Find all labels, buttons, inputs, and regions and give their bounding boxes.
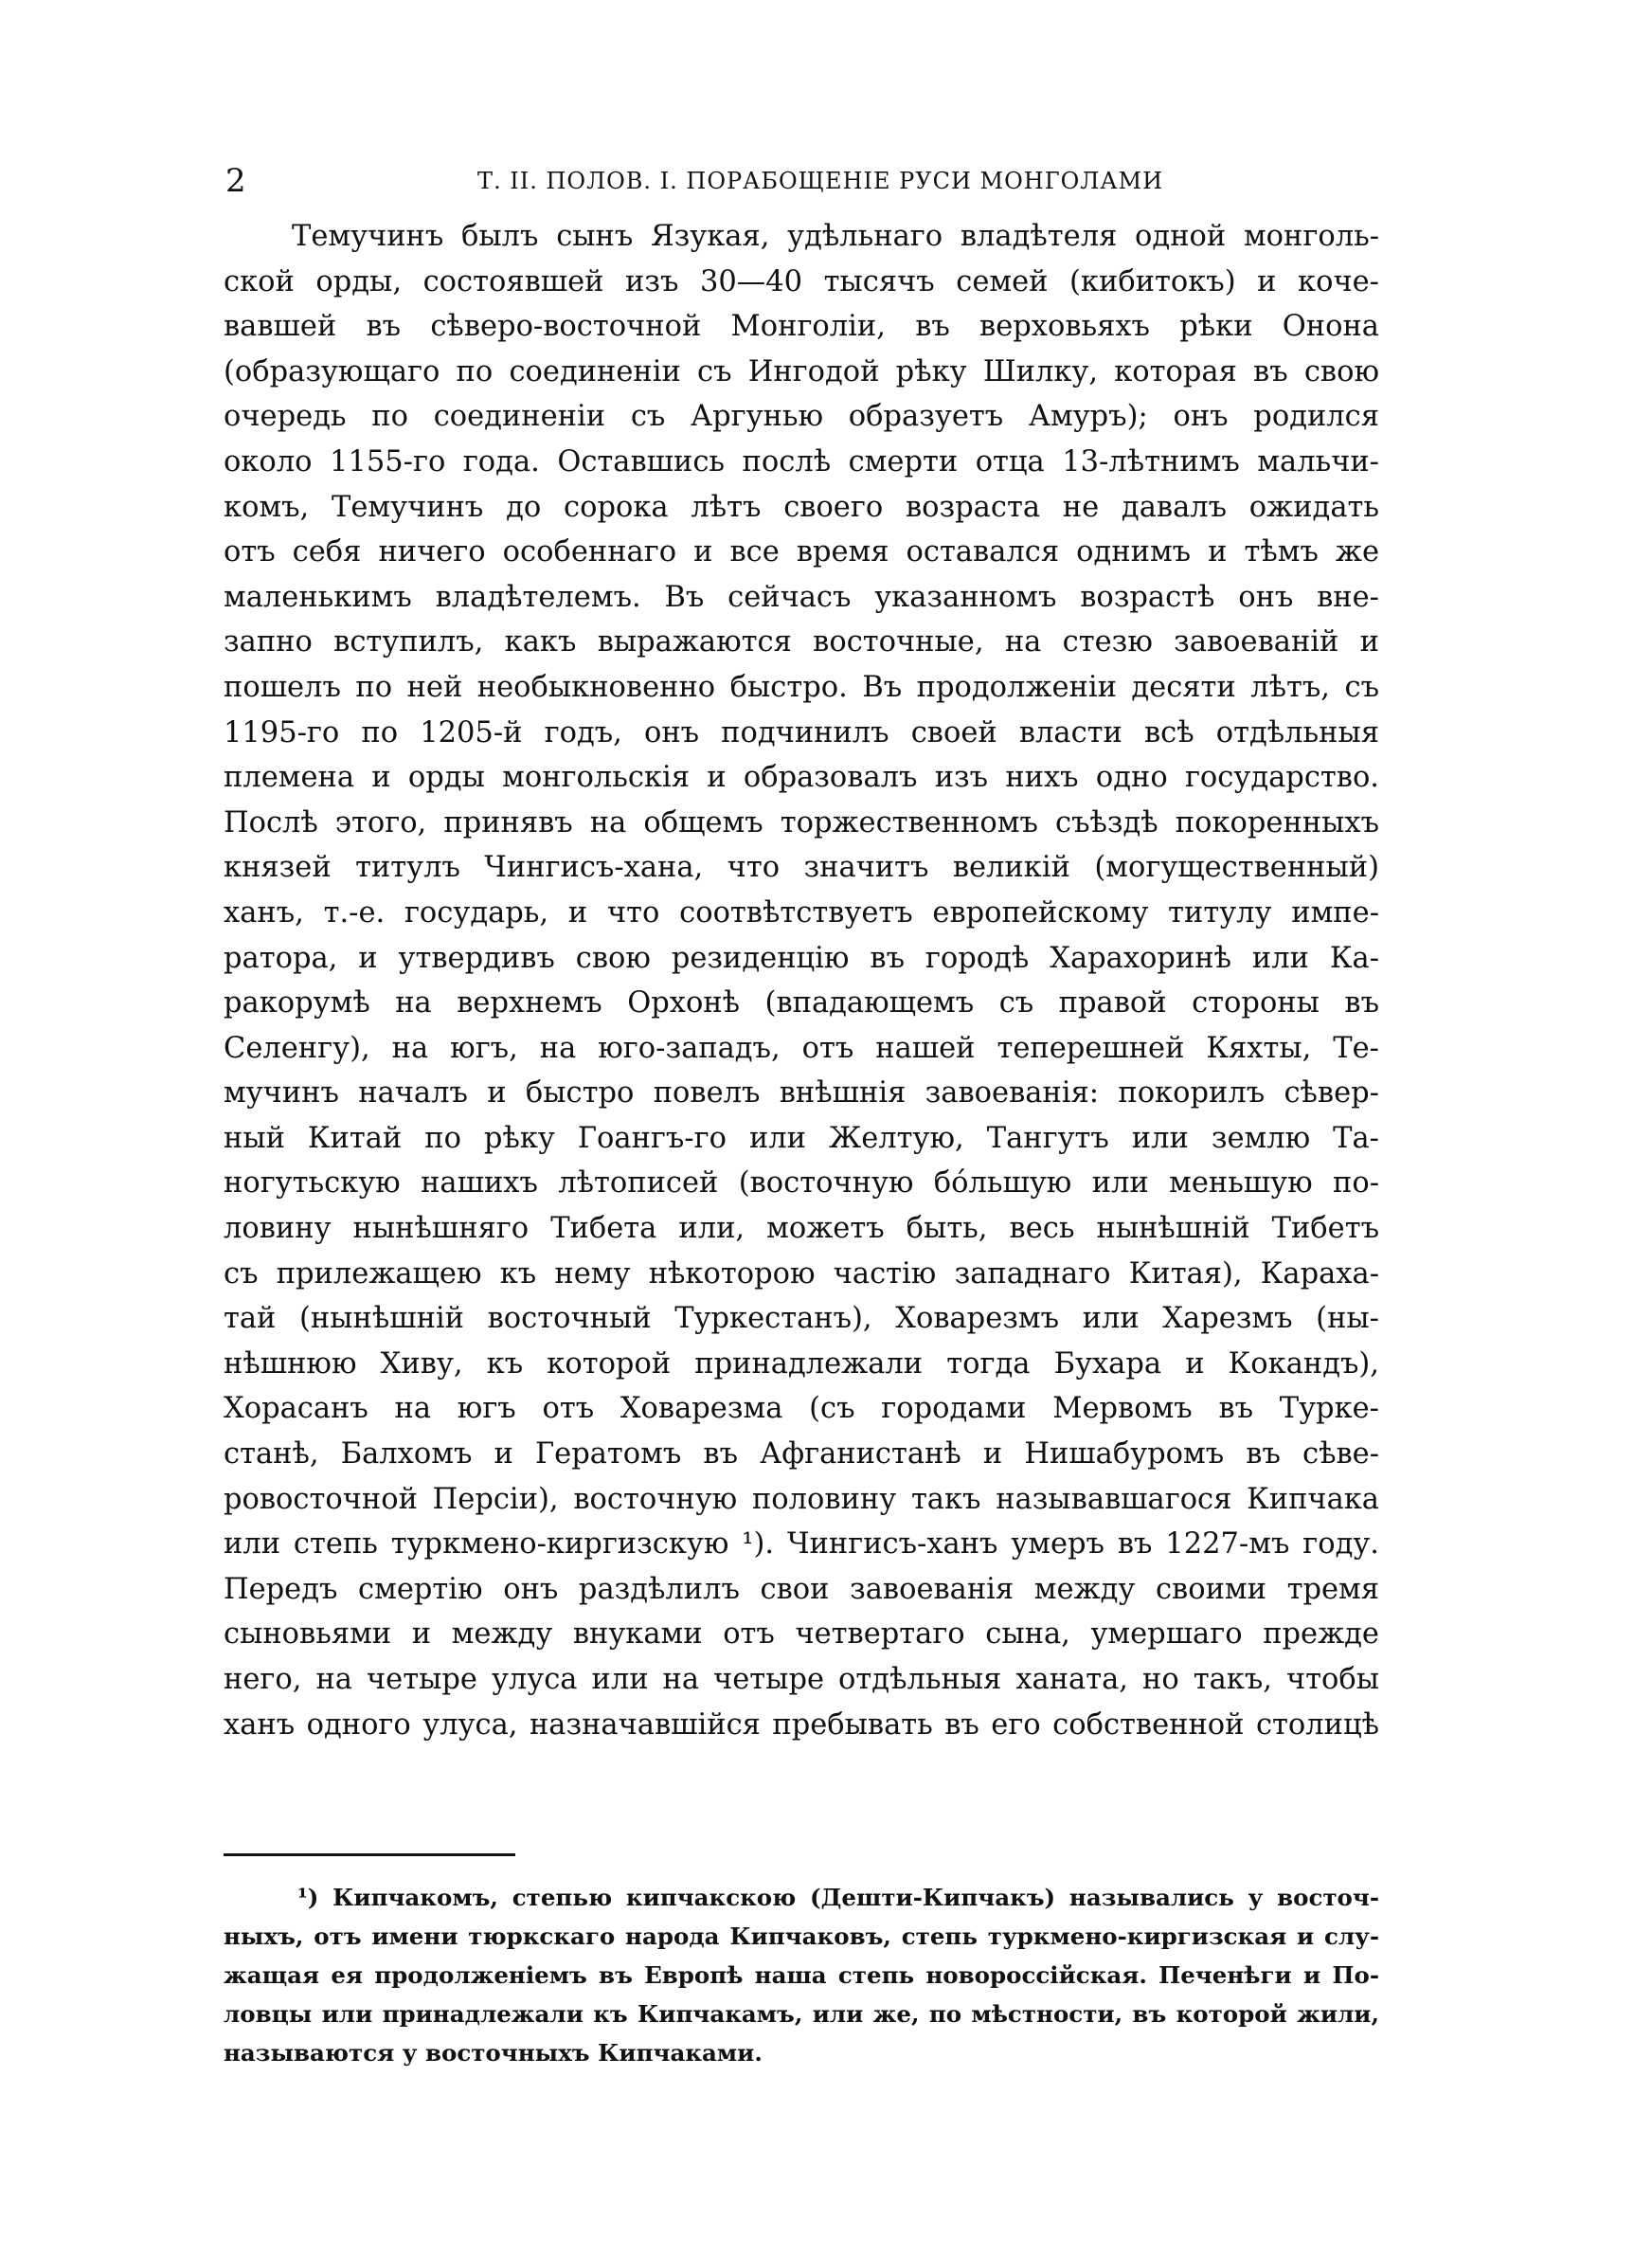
- text-line: ракорумѣ на верхнемъ Орхонѣ (впадающемъ съ правой стороны въ: [224, 986, 1379, 1020]
- text-line: или степь туркмено-киргизскую ¹). Чингисъ-ханъ умеръ въ 1227-мъ году.: [224, 1527, 1379, 1562]
- text-line: съ прилежащею къ нему нѣкоторою частію западнаго Китая), Караха-: [224, 1256, 1379, 1291]
- text-line: около 1155-го года. Оставшись послѣ смерти отца 13-лѣтнимъ мальчи-: [224, 444, 1379, 478]
- text-line: очередь по соединеніи съ Аргунью образуетъ Амуръ); онъ родился: [224, 400, 1379, 434]
- text-line: маленькимъ владѣтелемъ. Въ сейчасъ указанномъ возрастѣ онъ вне-: [224, 580, 1379, 614]
- footnote-line: ныхъ, отъ имени тюркскаго народа Кипчаковъ, степь туркмено-киргизская и слу-: [224, 1923, 1379, 1950]
- text-line: комъ, Темучинъ до сорока лѣтъ своего возраста не давалъ ожидать: [224, 490, 1379, 524]
- footnote: [224, 1878, 1379, 2072]
- text-line: ный Китай по рѣку Гоангъ-го или Желтую, Тангутъ или землю Та-: [224, 1121, 1379, 1155]
- text-line: пошелъ по ней необыкновенно быстро. Въ продолженіи десяти лѣтъ, съ: [224, 670, 1379, 704]
- footnote-line: ¹) Кипчакомъ, степью кипчакскою (Дешти-Кипчакъ) назывались у восточ-: [297, 1884, 1379, 1911]
- page-header: [225, 157, 1377, 205]
- text-line: вавшей въ сѣверо-восточной Монголіи, въ верховьяхъ рѣки Онона: [224, 310, 1379, 344]
- text-line: (образующаго по соединеніи съ Ингодой рѣку Шилку, которая въ свою: [224, 354, 1379, 388]
- page-number: 2: [225, 162, 246, 200]
- text-line: князей титулъ Чингисъ-хана, что значитъ великій (могущественный): [224, 851, 1379, 885]
- text-line: отъ себя ничего особеннаго и все время оставался однимъ и тѣмъ же: [224, 535, 1379, 569]
- footnote-divider: [224, 1853, 515, 1856]
- footnote-line: жащая ея продолженіемъ въ Европѣ наша степь новороссійская. Печенѣги и По-: [224, 1961, 1379, 1989]
- text-line: ногутьскую нашихъ лѣтописей (восточную бо́льшую или меньшую по-: [224, 1166, 1379, 1201]
- text-line: нѣшнюю Хиву, къ которой принадлежали тогда Бухара и Кокандъ),: [224, 1346, 1379, 1381]
- text-line: ловину нынѣшняго Тибета или, можетъ быть, весь нынѣшній Тибетъ: [224, 1212, 1379, 1246]
- main-text: [224, 214, 1379, 1747]
- footnote-line: ловцы или принадлежали къ Кипчакамъ, или же, по мѣстности, въ которой жили,: [224, 2000, 1379, 2028]
- text-line: сыновьями и между внуками отъ четвертаго сына, умершаго прежде: [224, 1617, 1379, 1652]
- text-line: Темучинъ былъ сынъ Язукая, удѣльнаго владѣтеля одной монголь-: [292, 220, 1379, 253]
- text-line: ской орды, состоявшей изъ 30—40 тысячъ семей (кибитокъ) и коче-: [224, 264, 1379, 298]
- text-line: Селенгу), на югъ, на юго-западъ, отъ нашей теперешней Кяхты, Те-: [224, 1031, 1379, 1065]
- text-line: ханъ одного улуса, назначавшійся пребывать въ его собственной столицѣ: [224, 1707, 1379, 1742]
- running-head: Т. II. ПОЛОВ. I. ПОРАБОЩЕНІЕ РУСИ МОНГОЛАМИ: [477, 168, 1163, 194]
- text-line: Передъ смертію онъ раздѣлилъ свои завоеванія между своими тремя: [224, 1572, 1379, 1606]
- text-line: племена и орды монгольскія и образовалъ изъ нихъ одно государство.: [224, 761, 1379, 795]
- text-line: станѣ, Балхомъ и Гератомъ въ Афганистанѣ и Нишабуромъ въ сѣве-: [224, 1437, 1379, 1472]
- text-line: мучинъ началъ и быстро повелъ внѣшнія завоеванія: покорилъ сѣвер-: [224, 1076, 1379, 1110]
- text-line: ратора, и утвердивъ свою резиденцію въ городѣ Харахоринѣ или Ка-: [224, 941, 1379, 975]
- text-line: Послѣ этого, принявъ на общемъ торжественномъ съѣздѣ покоренныхъ: [224, 805, 1379, 840]
- footnote-line: называются у восточныхъ Кипчаками.: [224, 2039, 763, 2067]
- text-line: ровосточной Персіи), восточную половину такъ называвшагося Кипчака: [224, 1482, 1379, 1516]
- text-line: него, на четыре улуса или на четыре отдѣльныя ханата, но такъ, чтобы: [224, 1663, 1379, 1696]
- text-line: запно вступилъ, какъ выражаются восточные, на стезю завоеваній и: [224, 625, 1379, 659]
- text-line: ханъ, т.-е. государь, и что соотвѣтствуетъ европейскому титулу импе-: [224, 895, 1379, 930]
- text-line: 1195-го по 1205-й годъ, онъ подчинилъ своей власти всѣ отдѣльныя: [224, 715, 1379, 749]
- text-line: тай (нынѣшній восточный Туркестанъ), Ховарезмъ или Харезмъ (ны-: [224, 1302, 1379, 1336]
- text-line: Хорасанъ на югъ отъ Ховарезма (съ городами Мервомъ въ Турке-: [224, 1392, 1379, 1426]
